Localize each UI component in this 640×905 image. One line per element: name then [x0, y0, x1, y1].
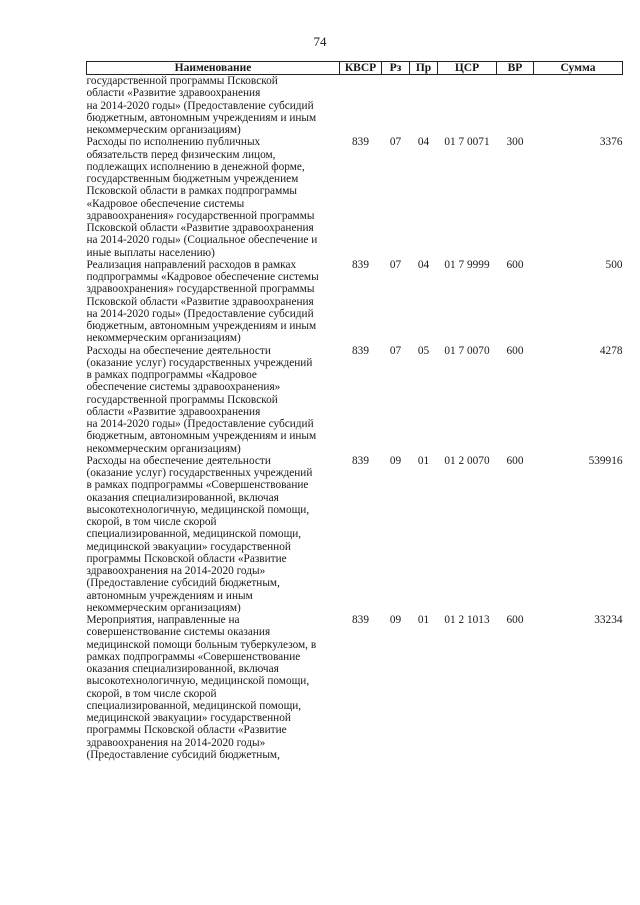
- header-kvsr: КВСР: [340, 62, 382, 75]
- row-vr: [497, 75, 534, 137]
- row-sum: 4278: [599, 344, 623, 357]
- row-rz: 07: [389, 344, 402, 357]
- row-csr: [438, 75, 497, 137]
- row-rz: 09: [389, 614, 402, 626]
- row-pr: 04: [417, 136, 430, 149]
- header-csr: ЦСР: [438, 62, 497, 75]
- table-row: [87, 259, 623, 345]
- header-sum: Сумма: [534, 62, 623, 75]
- table-header-row: [87, 62, 623, 75]
- row-name: Реализация направлений расходов в рамках подпрограммы «Кадровое обеспечение системы здравоохранения» государственной программы Псковской области «Развитие здравоохранения на 2014-2020 годы» (Предоставление субсидий бюджетным, автономным учреждениям и иным некоммерческим организациям): [86, 258, 319, 345]
- header-name: Наименование: [87, 62, 340, 75]
- row-csr: 01 7 0070: [444, 344, 490, 357]
- row-sum: 3376: [599, 136, 623, 149]
- row-vr: 600: [506, 344, 524, 357]
- row-vr: 300: [506, 136, 524, 149]
- header-pr: Пр: [410, 62, 438, 75]
- row-name: Расходы на обеспечение деятельности (оказание услуг) государственных учреждений в рамках подпрограммы «Кадровое обеспечение системы здравоохранения» государственной программы Псковской области «Развитие здравоохранения на 2014-2020 годы» (Предоставление субсидий бюджетным, автономным учреждениям и иным некоммерческим организациям): [86, 344, 317, 455]
- row-pr: [410, 75, 438, 137]
- row-name: Расходы по исполнению публичных обязательств перед физическим лицом, подлежащих исполнению в денежной форме, государственным бюджетным учреждением Псковской области в рамках подпрограммы «Кадровое обеспечение системы здравоохранения» государственной программы Псковской области «Развитие здравоохранения на 2014-2020 годы» (Социальное обеспечение и иные выплаты населению): [86, 136, 318, 259]
- row-rz: 07: [389, 136, 402, 149]
- table-row: [87, 455, 623, 614]
- row-kvsr: 839: [352, 136, 369, 149]
- row-name: Мероприятия, направленные на совершенствование системы оказания медицинской помощи больным туберкулезом, в рамках подпрограммы «Совершенствование оказания специализированной, включая высокотехнологичную, медицинской помощи, скорой, в том числе скорой специализированной, медицинской помощи, медицинской эвакуации» государственной программы Псковской области «Развитие здравоохранения на 2014-2020 годы» (Предоставление субсидий бюджетным,: [86, 614, 317, 761]
- row-csr: 01 7 0071: [444, 136, 490, 149]
- row-sum: 539916: [588, 454, 623, 467]
- row-rz: [382, 75, 410, 137]
- table-row: [87, 345, 623, 455]
- row-vr: 600: [506, 258, 524, 271]
- table-row: [87, 614, 623, 761]
- row-rz: 07: [389, 258, 402, 271]
- row-csr: 01 2 1013: [444, 614, 490, 626]
- table-row: [87, 136, 623, 259]
- row-kvsr: [340, 75, 382, 137]
- header-rz: Рз: [382, 62, 410, 75]
- row-kvsr: 839: [352, 344, 369, 357]
- row-rz: 09: [389, 454, 402, 467]
- row-name: государственной программы Псковской области «Развитие здравоохранения на 2014-2020 годы» (Предоставление субсидий бюджетным, автономным учреждениям и иным некоммерческим организациям): [86, 75, 317, 136]
- header-vr: ВР: [497, 62, 534, 75]
- row-sum: 500: [605, 258, 623, 271]
- row-pr: 04: [417, 258, 430, 271]
- row-csr: 01 7 9999: [444, 258, 490, 271]
- page-number: 74: [313, 34, 327, 49]
- row-kvsr: 839: [352, 454, 369, 467]
- row-sum: 33234: [594, 614, 623, 626]
- row-kvsr: 839: [352, 258, 369, 271]
- row-pr: 01: [417, 454, 430, 467]
- row-vr: 600: [506, 454, 524, 467]
- row-pr: 05: [417, 344, 430, 357]
- row-vr: 600: [506, 614, 524, 626]
- row-csr: 01 2 0070: [444, 454, 490, 467]
- row-kvsr: 839: [352, 614, 369, 626]
- row-pr: 01: [417, 614, 430, 626]
- table-row: [87, 75, 623, 137]
- row-sum: [534, 75, 623, 137]
- row-name: Расходы на обеспечение деятельности (оказание услуг) государственных учреждений в рамках подпрограммы «Совершенствование оказания специализированной, включая высокотехнологичную, медицинской помощи, скорой, в том числе скорой специализированной, медицинской помощи, медицинской эвакуации» государственной программы Псковской области «Развитие здравоохранения на 2014-2020 годы» (Предоставление субсидий бюджетным, автономным учреждениям и иным некоммерческим организациям): [86, 454, 313, 614]
- budget-table: [86, 61, 623, 761]
